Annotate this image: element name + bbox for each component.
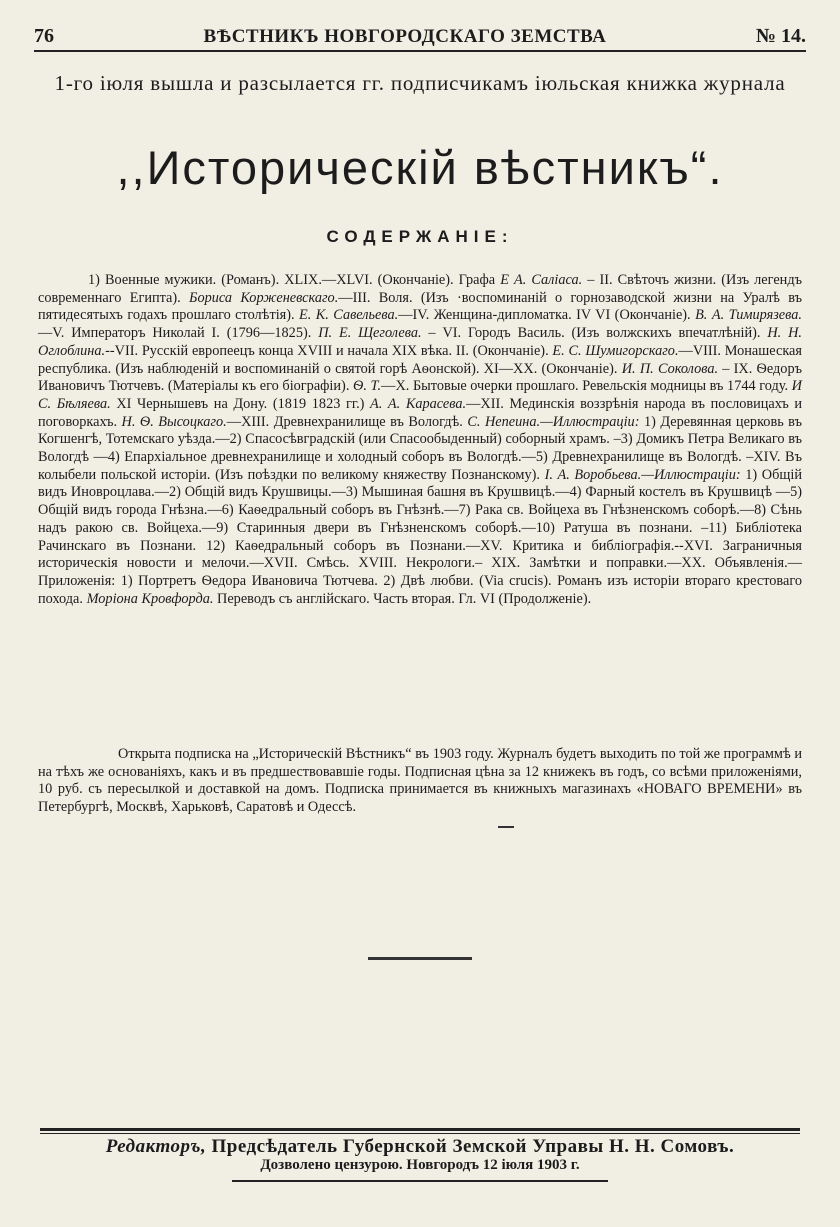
contents-author: Ѳ. Т. [353,378,382,395]
center-divider [368,957,472,960]
editor-line [0,1136,840,1158]
contents-author: С. Непеина.—Иллюстраціи: [467,413,640,430]
contents-text: – IX. Ѳедоръ Ивановичъ Тютчевъ. (Матеріалы къ его біографіи). [38,360,802,395]
contents-author: Н. Н. Оглоблина. [38,325,803,359]
contents-author: Бориса Корженевскаго. [189,289,339,306]
editor-name: Предсѣдатель Губернской Земской Управы Н. Н. Сомовъ. [211,1136,735,1157]
censor-line: Дозволено цензурою. Новгородъ 12 іюля 1903 г. [260,1157,580,1173]
contents-author: Моріона Кровфорда. [86,590,214,607]
contents-text: Переводъ съ англійскаго. Часть вторая. Гл. VI (Продолженіе). [213,590,592,607]
header-rule [34,50,806,52]
contents-text: —III. Воля. (Изъ ·воспоминаній о горнозаводской жизни на Уралѣ въ пятидесятыхъ годахъ прошлаго столѣтія). [38,289,802,324]
contents-text: 1) Деревянная церковь въ Когшенгѣ, Тотемскаго уѣзда.—2) Спасосѣвградскій (или Спасообыденный) соборный храмъ. –3) Домикъ Петра Великаго въ Вологдѣ —4) Епархіальное древнехранилище и холодный соборъ въ Вологдѣ.—5) Древнехранилище въ Вологдѣ. –XIV. Въ колыбели польской исторіи. (Изъ поѣздки по великому княжеству Познанскому). [38,413,802,483]
contents-paragraph [38,272,802,608]
censor-rule [232,1180,608,1182]
running-head [34,20,806,48]
contents-author: А. А. Карасева. [370,395,467,412]
contents-text: – VI. Городъ Василь. (Изъ волжскихъ впечатлѣній). [421,325,768,342]
contents-text: – II. Свѣточъ жизни. (Изъ легендъ современнаго Египта). [38,272,802,306]
magazine-title: ,,Историческій вѣстникъ“. [116,141,724,194]
contents-author: И С. Бѣляева. [38,378,802,412]
footer-rule-thin [40,1133,800,1134]
contents-author: Е. С. Шумигорскаго. [552,342,679,359]
contents-text: —V. Императоръ Николай I. (1796—1825). [38,325,319,342]
contents-heading: СОДЕРЖАНІЕ: [326,227,514,246]
announcement: 1-го іюля вышла и разсылается гг. подписчикамъ іюльская книжка журнала [54,71,786,95]
contents-text: XI Чернышевъ на Дону. (1819 1823 гг.) [110,395,371,412]
dash-mark [498,826,514,828]
contents-author: Е. К. Савельева. [299,307,399,324]
contents-text: —X. Бытовые очерки прошлаго. Ревельскія модницы въ 1744 году. [381,378,792,395]
contents-author: П. Е. Щеголева. [318,325,422,342]
contents-text: 1) Общій видъ Иноврoцлава.—2) Общій видъ Крушвицы.—3) Мышиная башня въ Крушвицѣ.—4) Фарный костелъ въ Крушвицѣ —5) Общій видъ города Гнѣзна.—6) Каѳедральный соборъ въ Гнѣзнѣ.—7) Рака св. Войцеха въ Гнѣзненскомъ соборѣ.—8) Сѣнь надъ ракою св. Войцеха.—9) Старинныя двери въ Гнѣзненскомъ соборѣ.—10) Ратуша въ познани. –11) Библіотека Рачинскаго въ Познани. 12) Каѳедральный соборъ въ Познани.—XV. Критика и библіографія.--XVI. Заграничныя историческія новости и мелочи.—XVII. Смѣсь. XVIII. Некрологи.– XIX. Замѣтки и поправки.—XX. Объявленія.—Приложенія: 1) Портретъ Ѳедора Ивановича Тютчева. 2) Двѣ любви. (Via crucis). Романъ изъ исторіи втораго крестоваго похода. [38,466,802,607]
contents-author: И. П. Соколова. [621,360,719,377]
contents-author: Н. Ѳ. Высоцкаго. [121,413,227,430]
editor-role: Редакторъ, [105,1136,207,1157]
contents-text: 1) Военные мужики. (Романъ). XLIX.—XLVI. (Окончаніе). Графа [88,272,501,288]
contents-author: Е А. Саліаса. [500,272,583,288]
contents-text: —XIII. Древнехранилище въ Вологдѣ. [226,413,468,430]
journal-name: ВѢСТНИКЪ НОВГОРОДСКАГО ЗЕМСТВА [203,26,607,47]
contents-text: —VIII. Монашеская республика. (Изъ наблюденій и воспоминаній о святой горѣ Аѳонской). XI—XX. (Окончаніе). [38,342,802,377]
page-number: 76 [34,25,54,47]
contents-text: --VII. Русскій европеецъ конца XVIII и начала XIX вѣка. II. (Окончаніе). [105,342,553,359]
contents-author: В. А. Тимирязева. [695,307,802,324]
subscription-notice: Открыта подписка на „Историческій Вѣстникъ“ въ 1903 году. Журналъ будетъ выходить по той же программѣ и на тѣхъ же основаніяхъ, какъ и въ предшествовавшіе годы. Подписная цѣна за 12 книжекъ въ годъ, со всѣми приложеніями, 10 руб. съ пересылкой и доставкой на домъ. Подписка принимается въ книжныхъ магазинахъ «НОВАГО ВРЕМЕНИ» въ Петербургѣ, Москвѣ, Харьковѣ, Саратовѣ и Одессѣ. [38,746,802,816]
footer-rule-thick [40,1128,800,1131]
contents-text: —XII. Мединскія воззрѣнія народа въ пословицахъ и поговоркахъ. [38,395,802,430]
contents-author: I. А. Воробьева.—Иллюстраціи: [544,466,741,483]
issue-number: № 14. [755,25,806,47]
contents-text: —IV. Женщина-дипломатка. IV VI (Окончаніе). [398,307,696,324]
